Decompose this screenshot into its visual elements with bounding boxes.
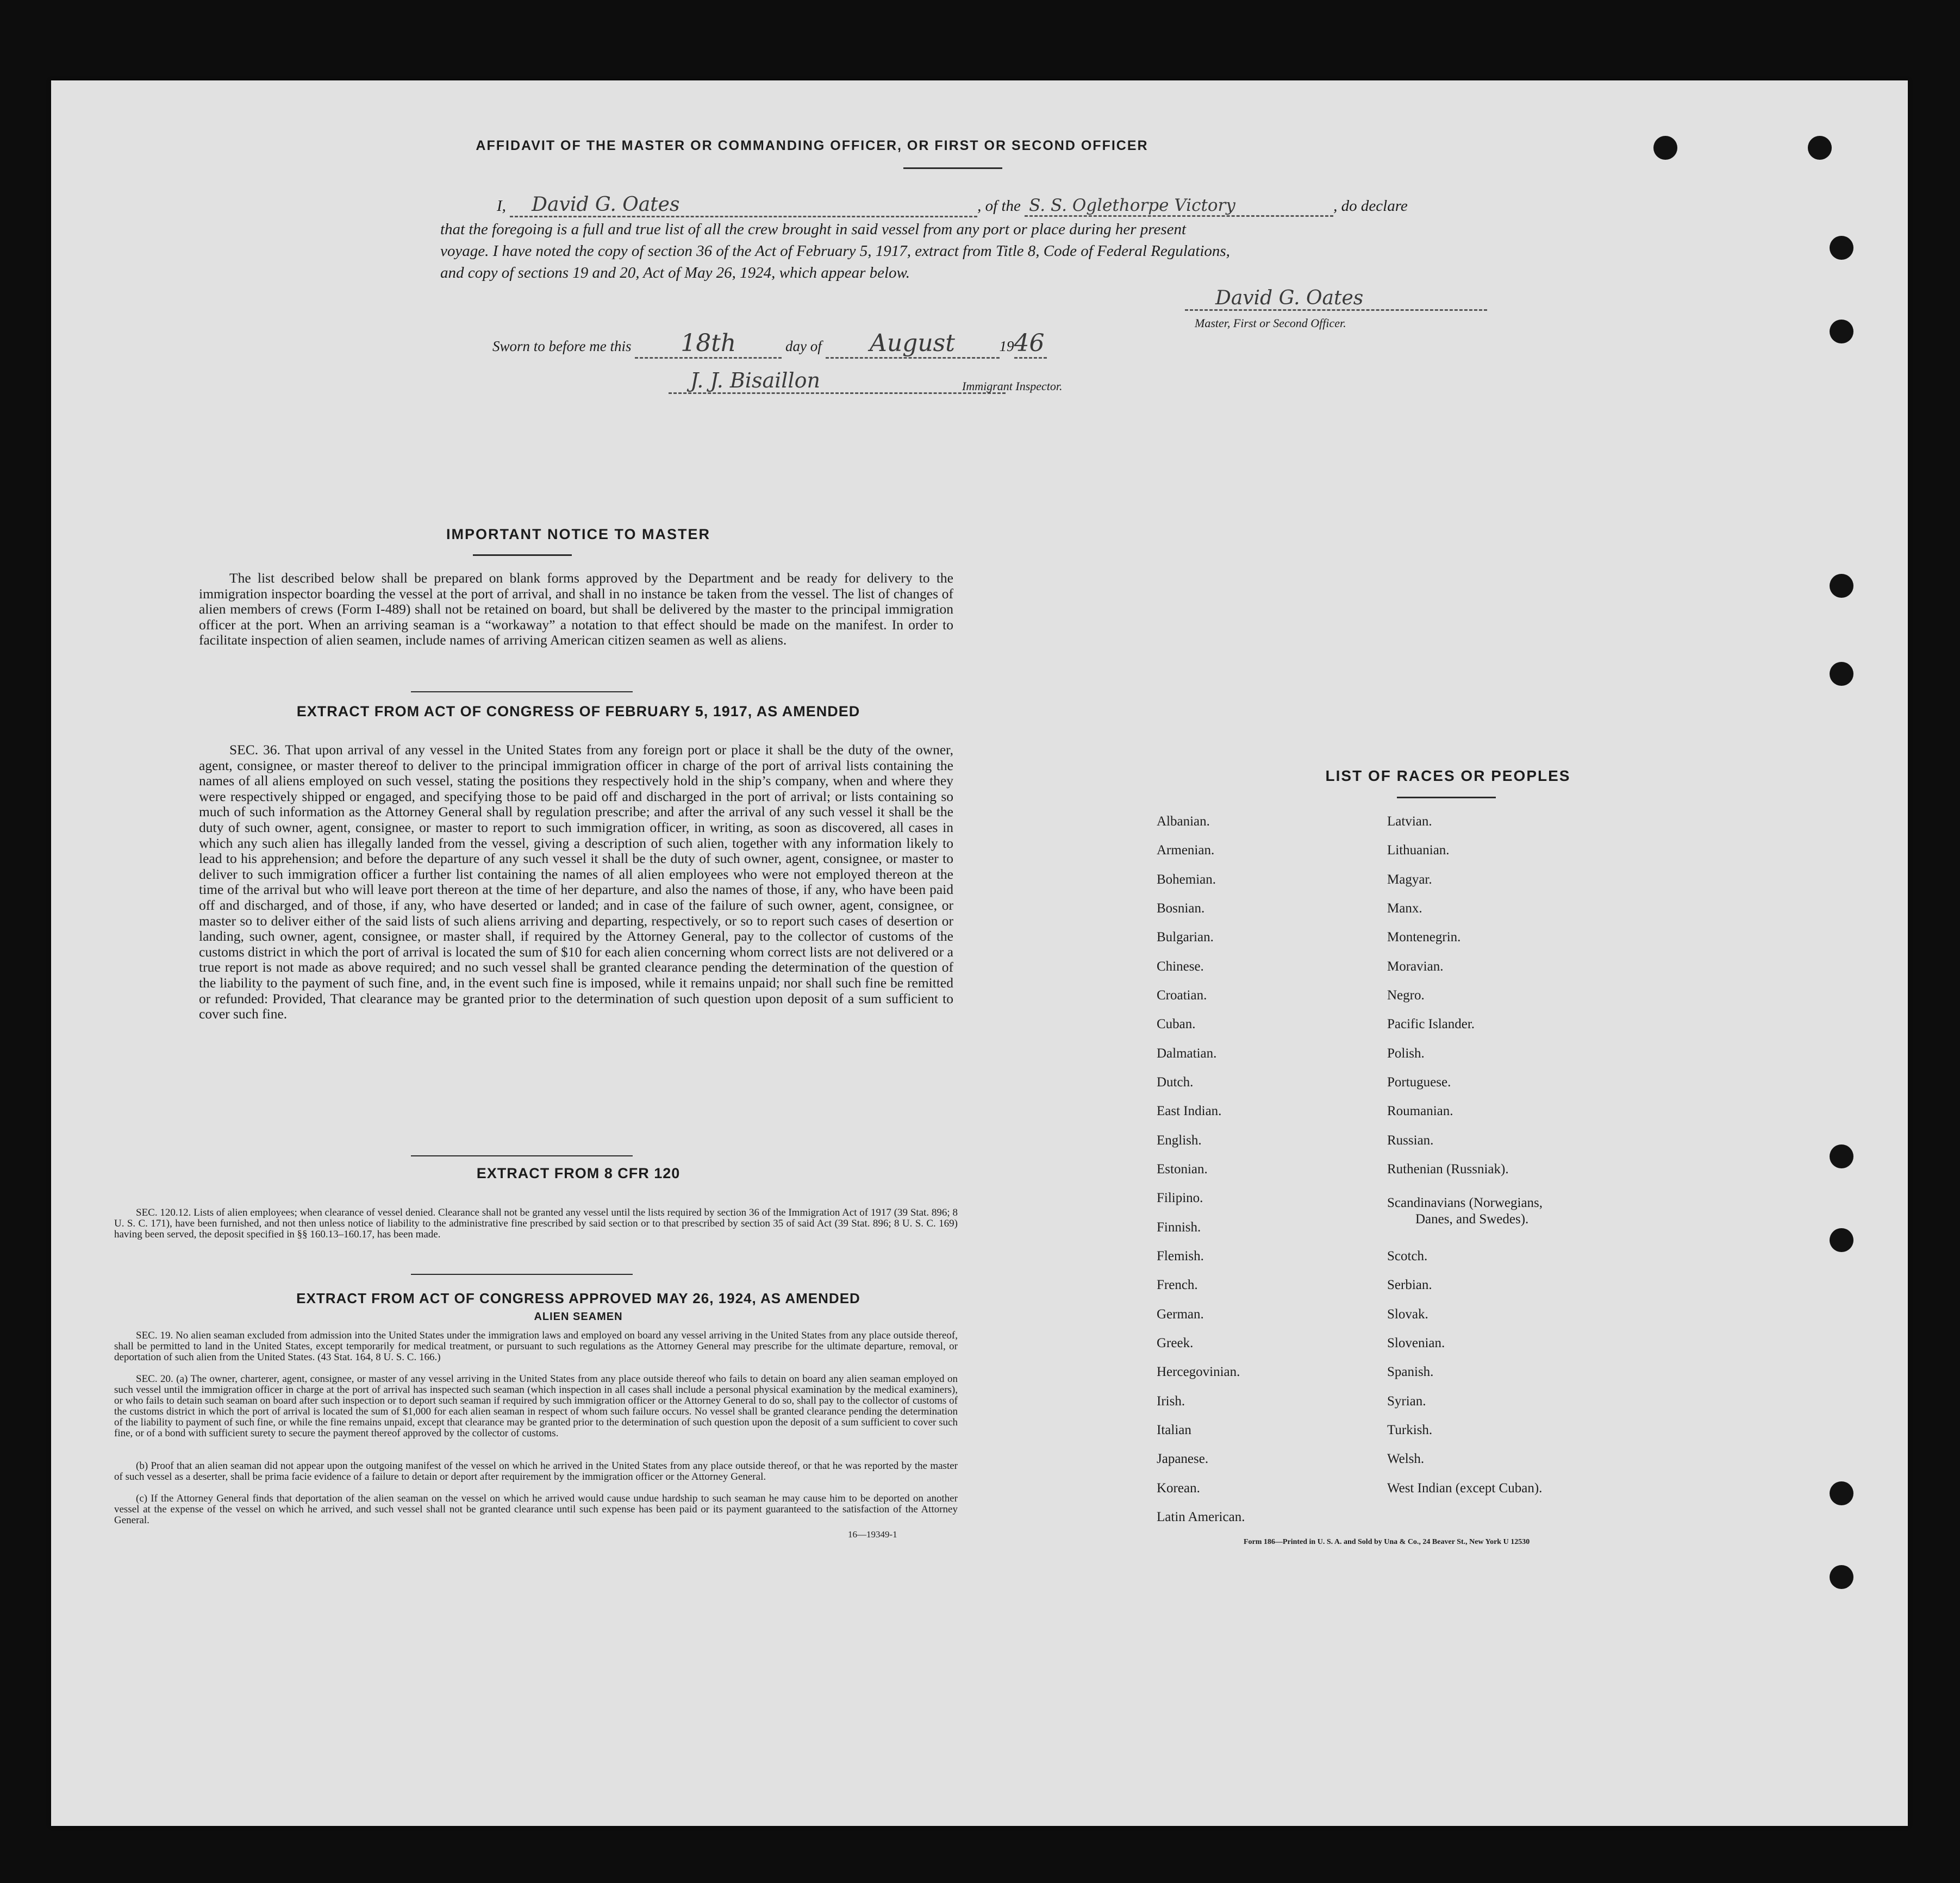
race-item: Syrian. [1387, 1394, 1426, 1409]
master-signature: David G. Oates [1185, 287, 1487, 311]
binder-hole [1830, 1481, 1853, 1505]
sworn-prefix: Sworn to before me this [492, 338, 632, 354]
race-item: Dutch. [1157, 1075, 1194, 1090]
declaration-line2: that the foregoing is a full and true list of all the crew brought in said vessel from any port or place during her present [440, 221, 1187, 238]
race-item: Montenegrin. [1387, 930, 1461, 944]
of-the-label: , of the [977, 197, 1021, 215]
race-item: Dalmatian. [1157, 1046, 1217, 1061]
binder-hole [1830, 236, 1853, 260]
form-printer-note: Form 186—Printed in U. S. A. and Sold by Una & Co., 24 Beaver St., New York U 12530 [1244, 1538, 1530, 1546]
inspector-signature: J. J. Bisaillon [669, 368, 1006, 394]
sworn-line [492, 329, 1047, 359]
race-item: Croatian. [1157, 988, 1207, 1003]
race-item: Latin American. [1157, 1510, 1245, 1524]
race-item: Irish. [1157, 1394, 1185, 1409]
race-item: Moravian. [1387, 959, 1444, 974]
race-item: West Indian (except Cuban). [1387, 1481, 1543, 1496]
declaration-line3: voyage. I have noted the copy of section 36 of the Act of February 5, 1917, extract from Title 8, Code of Federal Regulations, [440, 242, 1230, 260]
race-item: Polish. [1387, 1046, 1425, 1061]
extract-1924-sec20c: (c) If the Attorney General finds that deportation of the alien seaman on the vessel on which he arrived would cause undue hardship to such seaman he may cause him to be deported on another vessel at the expense of the vessel on which he arrived, and such vessel shall not be granted clearance until such expense has been paid or its payment guaranteed to the satisfaction of the Attorney General. [114, 1493, 958, 1526]
race-item: Chinese. [1157, 959, 1204, 974]
year-prefix: 19 [999, 338, 1014, 354]
race-item: Turkish. [1387, 1423, 1433, 1437]
binder-hole [1808, 136, 1832, 160]
declaration-line4: and copy of sections 19 and 20, Act of May 26, 1924, which appear below. [440, 264, 910, 281]
sworn-month: August [826, 329, 1000, 359]
master-caption: Master, First or Second Officer. [1195, 316, 1346, 330]
inspector-caption: Immigrant Inspector. [962, 379, 1063, 393]
divider [473, 554, 572, 556]
divider [903, 167, 1002, 169]
extract-1917-body: SEC. 36. That upon arrival of any vessel in the United States from any foreign port or place it shall be the duty of the owner, agent, consignee, or master thereof to deliver to the principal immigration officer in charge of the port of arrival lists containing the names of all aliens employed on such vessel, stating the positions they respectively hold in the ship’s company, when and where they were respectively shipped or engaged, and specifying those to be paid off and discharged in the port of arrival; or lists containing so much of such information as the Attorney General shall by regulation prescribe; and after the arrival of any such vessel it shall be the duty of such owner, agent, consignee, or master to report to such immigration officer, in writing, as soon as discovered, all cases in which any such alien has illegally landed from the vessel, giving a description of such alien, together with any information likely to lead to his apprehension; and before the departure of any such vessel it shall be the duty of such owner, agent, consignee, or master to deliver to such immigration officer a further list containing the names of all alien employees who were not employed thereon at the time of the arrival but who will leave port thereon at the time of her departure, and also the names of those, if any, who have been paid off and discharged, and of those, if any, who have deserted or landed; and in case of the failure of such owner, agent, consignee, or master so to deliver either of the said lists of such aliens arriving and departing, respectively, or so to report such cases of desertion or landing, such owner, agent, consignee, or master shall, if required by the Attorney General, pay to the collector of customs of the customs district in which the port of arrival is located the sum of $10 for each alien concerning whom correct lists are not delivered or a true report is not made as above required; and no such vessel shall be granted clearance pending the determination of the question of the liability to the payment of such fine, and, in the event such fine is imposed, while it remains unpaid; nor shall such fine be remitted or refunded: Provided, That clearance may be granted prior to the determination of such question upon deposit of a sum sufficient to cover such fine. [199, 742, 953, 1022]
race-item: Russian. [1387, 1133, 1434, 1148]
binder-hole [1830, 1228, 1853, 1252]
race-item: Magyar. [1387, 872, 1432, 887]
race-item: Bulgarian. [1157, 930, 1214, 944]
divider [411, 691, 633, 692]
race-item: Japanese. [1157, 1452, 1209, 1466]
race-item: Latvian. [1387, 814, 1432, 829]
race-item: Greek. [1157, 1336, 1194, 1350]
binder-hole [1653, 136, 1677, 160]
race-item: Negro. [1387, 988, 1425, 1003]
sworn-day: 18th [635, 329, 782, 359]
race-item: Slovenian. [1387, 1336, 1445, 1350]
binder-hole [1830, 662, 1853, 686]
binder-hole [1830, 1565, 1853, 1589]
divider [411, 1155, 633, 1156]
vessel-name: S. S. Oglethorpe Victory [1025, 196, 1333, 217]
race-item: Spanish. [1387, 1365, 1434, 1379]
binder-hole [1830, 1144, 1853, 1168]
race-item: Korean. [1157, 1481, 1200, 1496]
race-item: Italian [1157, 1423, 1191, 1437]
year-suffix: 46 [1014, 329, 1047, 359]
race-item: Lithuanian. [1387, 843, 1450, 858]
race-item: English. [1157, 1133, 1202, 1148]
race-item: Finnish. [1157, 1220, 1201, 1235]
race-item: Danes, and Swedes). [1415, 1212, 1529, 1227]
race-item: Filipino. [1157, 1191, 1203, 1205]
binder-hole [1830, 320, 1853, 343]
extract-1924-sec20b: (b) Proof that an alien seaman did not appear upon the outgoing manifest of the vessel on which he arrived in the United States from any place outside thereof, or that he was reported by the master of such vessel as a deserter, shall be prima facie evidence of a failure to detain or deport after requirement by the immigration officer or the Attorney General. [114, 1460, 958, 1482]
declarant-prefix: I, [497, 197, 506, 215]
race-item: Serbian. [1387, 1278, 1432, 1292]
race-item: Albanian. [1157, 814, 1210, 829]
race-item: Cuban. [1157, 1017, 1196, 1031]
race-item: East Indian. [1157, 1104, 1222, 1118]
extract-1924-title: EXTRACT FROM ACT OF CONGRESS APPROVED MAY 26, 1924, AS AMENDED [296, 1290, 860, 1306]
extract-cfr-body: SEC. 120.12. Lists of alien employees; when clearance of vessel denied. Clearance shall not be granted any vessel until the lists required by section 36 of the Immigration Act of 1917 (39 Stat. 896; 8 U. S. C. 171), have been furnished, and not then unless notice of liability to the administrative fine prescribed by said section or to that prescribed by section 35 of said Act (39 Stat. 896; 8 U. S. C. 169) having been served, the deposit specified in §§ 160.13–160.17, has been made. [114, 1207, 958, 1240]
race-item: Flemish. [1157, 1249, 1204, 1263]
extract-1917-title: EXTRACT FROM ACT OF CONGRESS OF FEBRUARY 5, 1917, AS AMENDED [296, 703, 860, 720]
extract-1924-subtitle: ALIEN SEAMEN [534, 1311, 623, 1323]
divider [411, 1274, 633, 1275]
race-item: Scandinavians (Norwegians, [1387, 1196, 1543, 1210]
race-item: Portuguese. [1387, 1075, 1451, 1090]
extract-1924-sec20a: SEC. 20. (a) The owner, charterer, agent, consignee, or master of any vessel arriving in the United States from any place outside thereof who fails to detain on board any alien seaman employed on such vessel until the immigration officer in charge at the port of arrival has inspected such seaman (which inspection in all cases shall include a personal physical examination by the medical examiners), or who fails to detain such seaman on board after such inspection or to deport such seaman if required by such immigration officer or the Attorney General to do so, shall pay to the collector of customs of the customs district in which the port of arrival is located the sum of $1,000 for each alien seaman in respect of whom such failure occurs. No vessel shall be granted clearance pending the determination of the liability to payment of such fine, or while the fine remains unpaid, except that clearance may be granted prior to the determination of such question upon the deposit of a sum sufficient to cover such fine, or of a bond with sufficient surety to secure the payment thereof approved by the collector of customs. [114, 1373, 958, 1439]
race-item: Estonian. [1157, 1162, 1208, 1177]
notice-body: The list described below shall be prepared on blank forms approved by the Department and be ready for delivery to the immigration inspector boarding the vessel at the port of arrival, and shall in no instance be taken from the vessel. The list of changes of alien members of crews (Form I-489) shall not be retained on board, but shall be delivered by the master to the principal immigration officer at the port. When an arriving seaman is a “workaway” a notation to that effect should be made on the manifest. In order to facilitate inspection of alien seamen, include names of arriving American citizen seamen as well as aliens. [199, 570, 953, 648]
affidavit-title: AFFIDAVIT OF THE MASTER OR COMMANDING OFFICER, OR FIRST OR SECOND OFFICER [476, 138, 1148, 153]
extract-1924-sec19: SEC. 19. No alien seaman excluded from admission into the United States under the immigration laws and employed on board any vessel arriving in the United States from any place outside thereof, shall be permitted to land in the United States, except temporarily for medical treatment, or pursuant to such regulations as the Attorney General may prescribe for the ultimate departure, removal, or deportation of such alien from the United States. (43 Stat. 164, 8 U. S. C. 166.) [114, 1330, 958, 1363]
declarant-name: David G. Oates [510, 193, 977, 217]
race-item: German. [1157, 1307, 1204, 1322]
extract-cfr-title: EXTRACT FROM 8 CFR 120 [476, 1165, 681, 1181]
race-item: Welsh. [1387, 1452, 1425, 1466]
race-item: Hercegovinian. [1157, 1365, 1240, 1379]
race-item: Bosnian. [1157, 901, 1205, 916]
race-item: Armenian. [1157, 843, 1215, 858]
race-item: French. [1157, 1278, 1198, 1292]
race-item: Slovak. [1387, 1307, 1428, 1322]
divider [1397, 797, 1496, 798]
race-item: Bohemian. [1157, 872, 1216, 887]
declaration-line1 [497, 193, 1408, 217]
notice-title: IMPORTANT NOTICE TO MASTER [446, 526, 710, 542]
form-code: 16—19349-1 [848, 1529, 897, 1540]
race-item: Scotch. [1387, 1249, 1428, 1263]
do-declare-label: , do declare [1333, 197, 1408, 215]
race-item: Pacific Islander. [1387, 1017, 1475, 1031]
race-item: Ruthenian (Russniak). [1387, 1162, 1509, 1177]
binder-hole [1830, 574, 1853, 598]
form-page [51, 80, 1908, 1826]
race-item: Roumanian. [1387, 1104, 1453, 1118]
race-item: Manx. [1387, 901, 1422, 916]
day-of-label: day of [785, 338, 822, 354]
races-title: LIST OF RACES OR PEOPLES [1325, 767, 1571, 784]
